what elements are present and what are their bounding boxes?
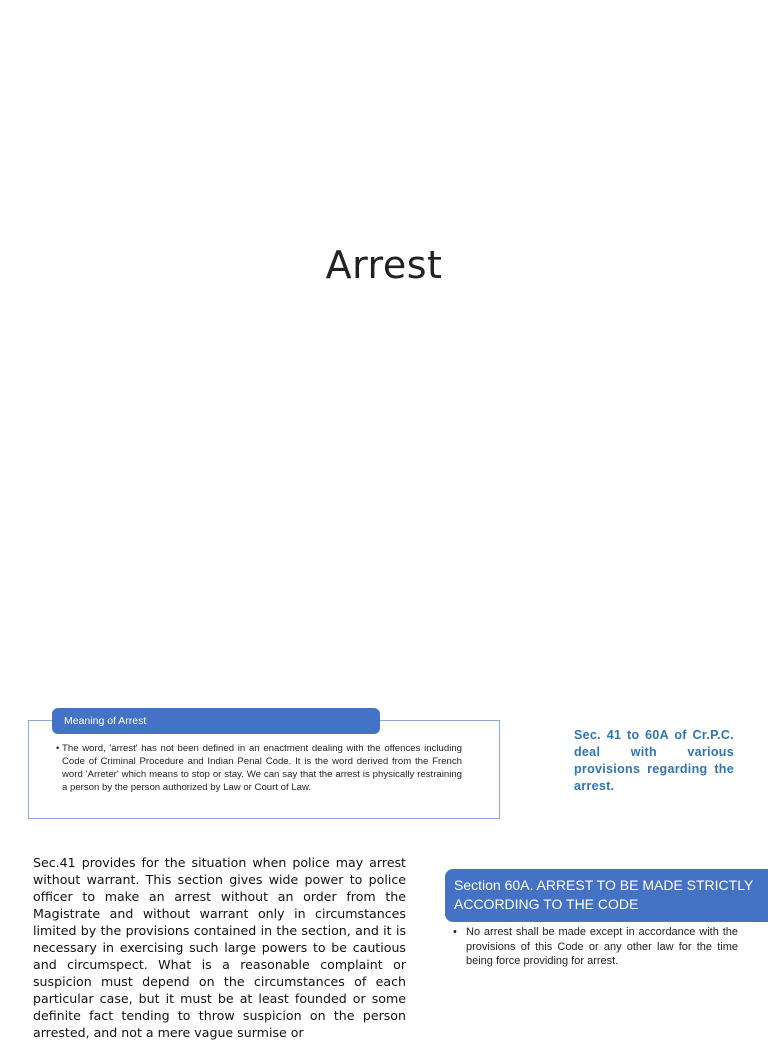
bullet-icon: • (56, 743, 60, 754)
section-60a-heading: Section 60A. ARREST TO BE MADE STRICTLY ACCORDING TO THE CODE (445, 869, 768, 922)
section-60a-text-block (454, 925, 738, 969)
sec41-paragraph: Sec.41 provides for the situation when police may arrest without warrant. This section gives wide power to police officer to make an arrest without an order from the Magistrate and without warrant only in circumstances limited by the provisions contained in the section, and it is necessary in exercising such large powers to be cautious and circumspect. What is a reasonable complaint or suspicion must depend on the circumstances of each particular case, but it must be at least founded or some definite fact tending to throw suspicion on the person arrested, and not a mere vague surmise or (33, 855, 406, 1040)
sections-note: Sec. 41 to 60A of Cr.P.C. deal with various provisions regarding the arrest. (574, 728, 734, 793)
section-60a-text: No arrest shall be made except in accordance with the provisions of this Code or any other law for the time being force providing for arrest. (466, 926, 738, 967)
meaning-text-block (56, 742, 462, 794)
bullet-icon: • (453, 926, 457, 938)
meaning-tab-label: Meaning of Arrest (52, 708, 380, 734)
meaning-text: The word, 'arrest' has not been defined in an enactment dealing with the offences including Code of Criminal Procedure and Indian Penal Code. It is the word derived from the French word 'Arreter' which means to stop or stay. We can say that the arrest is physically restraining a person by the person authorized by Law or Court of Law. (62, 743, 462, 793)
page-title: Arrest (325, 243, 443, 287)
